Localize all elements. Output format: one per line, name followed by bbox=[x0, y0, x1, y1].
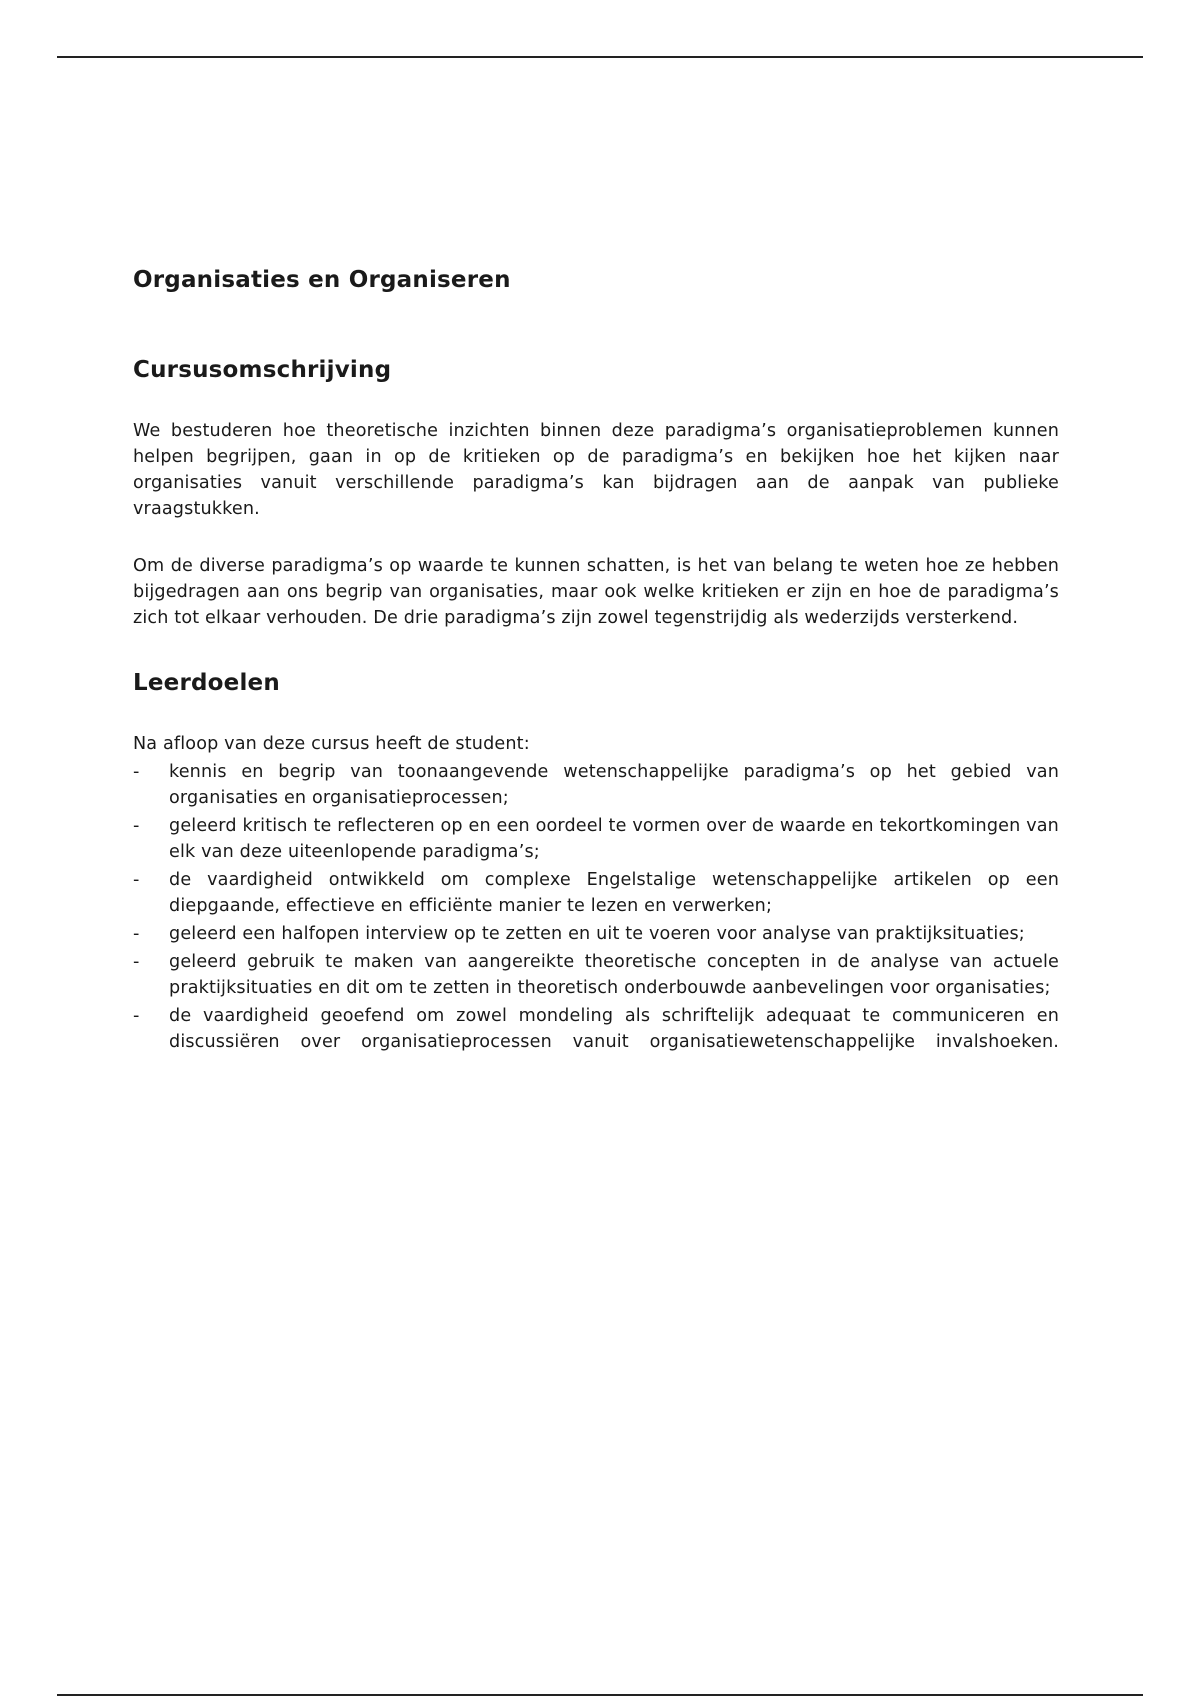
list-item bbox=[133, 867, 1059, 919]
goals-intro: Na afloop van deze cursus heeft de student: bbox=[133, 734, 530, 754]
page-content bbox=[133, 262, 1059, 1055]
list-item-text: de vaardigheid ontwikkeld om complexe Engelstalige wetenschappelijke artikelen op een diepgaande, effectieve en efficiënte manier te lezen en verwerken; bbox=[169, 870, 1059, 916]
list-item-text: geleerd gebruik te maken van aangereikte theoretische concepten in de analyse van actuele praktijksituaties en dit om te zetten in theoretisch onderbouwde aanbevelingen voor organisaties; bbox=[169, 952, 1059, 998]
list-item bbox=[133, 949, 1059, 1001]
bullet-dash: - bbox=[133, 952, 140, 972]
list-item bbox=[133, 759, 1059, 811]
learning-goals-list bbox=[133, 759, 1059, 1055]
list-item-text: geleerd kritisch te reflecteren op en een oordeel te vormen over de waarde en tekortkomingen van elk van deze uiteenlopende paradigma’s; bbox=[169, 816, 1059, 862]
list-item bbox=[133, 921, 1059, 947]
list-item-text: geleerd een halfopen interview op te zetten en uit te voeren voor analyse van praktijksituaties; bbox=[169, 924, 1025, 944]
list-item bbox=[133, 813, 1059, 865]
document-title: Organisaties en Organiseren bbox=[133, 267, 511, 293]
list-item-text: kennis en begrip van toonaangevende wetenschappelijke paradigma’s op het gebied van organisaties en organisatieprocessen; bbox=[169, 762, 1059, 808]
section-heading-leerdoelen: Leerdoelen bbox=[133, 670, 280, 696]
bullet-dash: - bbox=[133, 924, 140, 944]
header-rule bbox=[57, 56, 1143, 58]
list-item-text: de vaardigheid geoefend om zowel mondeling als schriftelijk adequaat te communiceren en discussiëren over organisatieprocessen vanuit organisatiewetenschappelijke invalshoeken. bbox=[169, 1006, 1059, 1052]
section-heading-cursusomschrijving: Cursusomschrijving bbox=[133, 357, 392, 383]
bullet-dash: - bbox=[133, 816, 140, 836]
paragraph: We bestuderen hoe theoretische inzichten binnen deze paradigma’s organisatieproblemen kunnen helpen begrijpen, gaan in op de kritieken op de paradigma’s en bekijken hoe het kijken naar organisaties vanuit verschillende paradigma’s kan bijdragen aan de aanpak van publieke vraagstukken. bbox=[133, 421, 1059, 519]
paragraph: Om de diverse paradigma’s op waarde te kunnen schatten, is het van belang te weten hoe ze hebben bijgedragen aan ons begrip van organisaties, maar ook welke kritieken er zijn en hoe de paradigma’s zich tot elkaar verhouden. De drie paradigma’s zijn zowel tegenstrijdig als wederzijds versterkend. bbox=[133, 556, 1059, 628]
bullet-dash: - bbox=[133, 1006, 140, 1026]
footer-rule bbox=[57, 1694, 1143, 1696]
bullet-dash: - bbox=[133, 762, 140, 782]
bullet-dash: - bbox=[133, 870, 140, 890]
list-item bbox=[133, 1003, 1059, 1055]
